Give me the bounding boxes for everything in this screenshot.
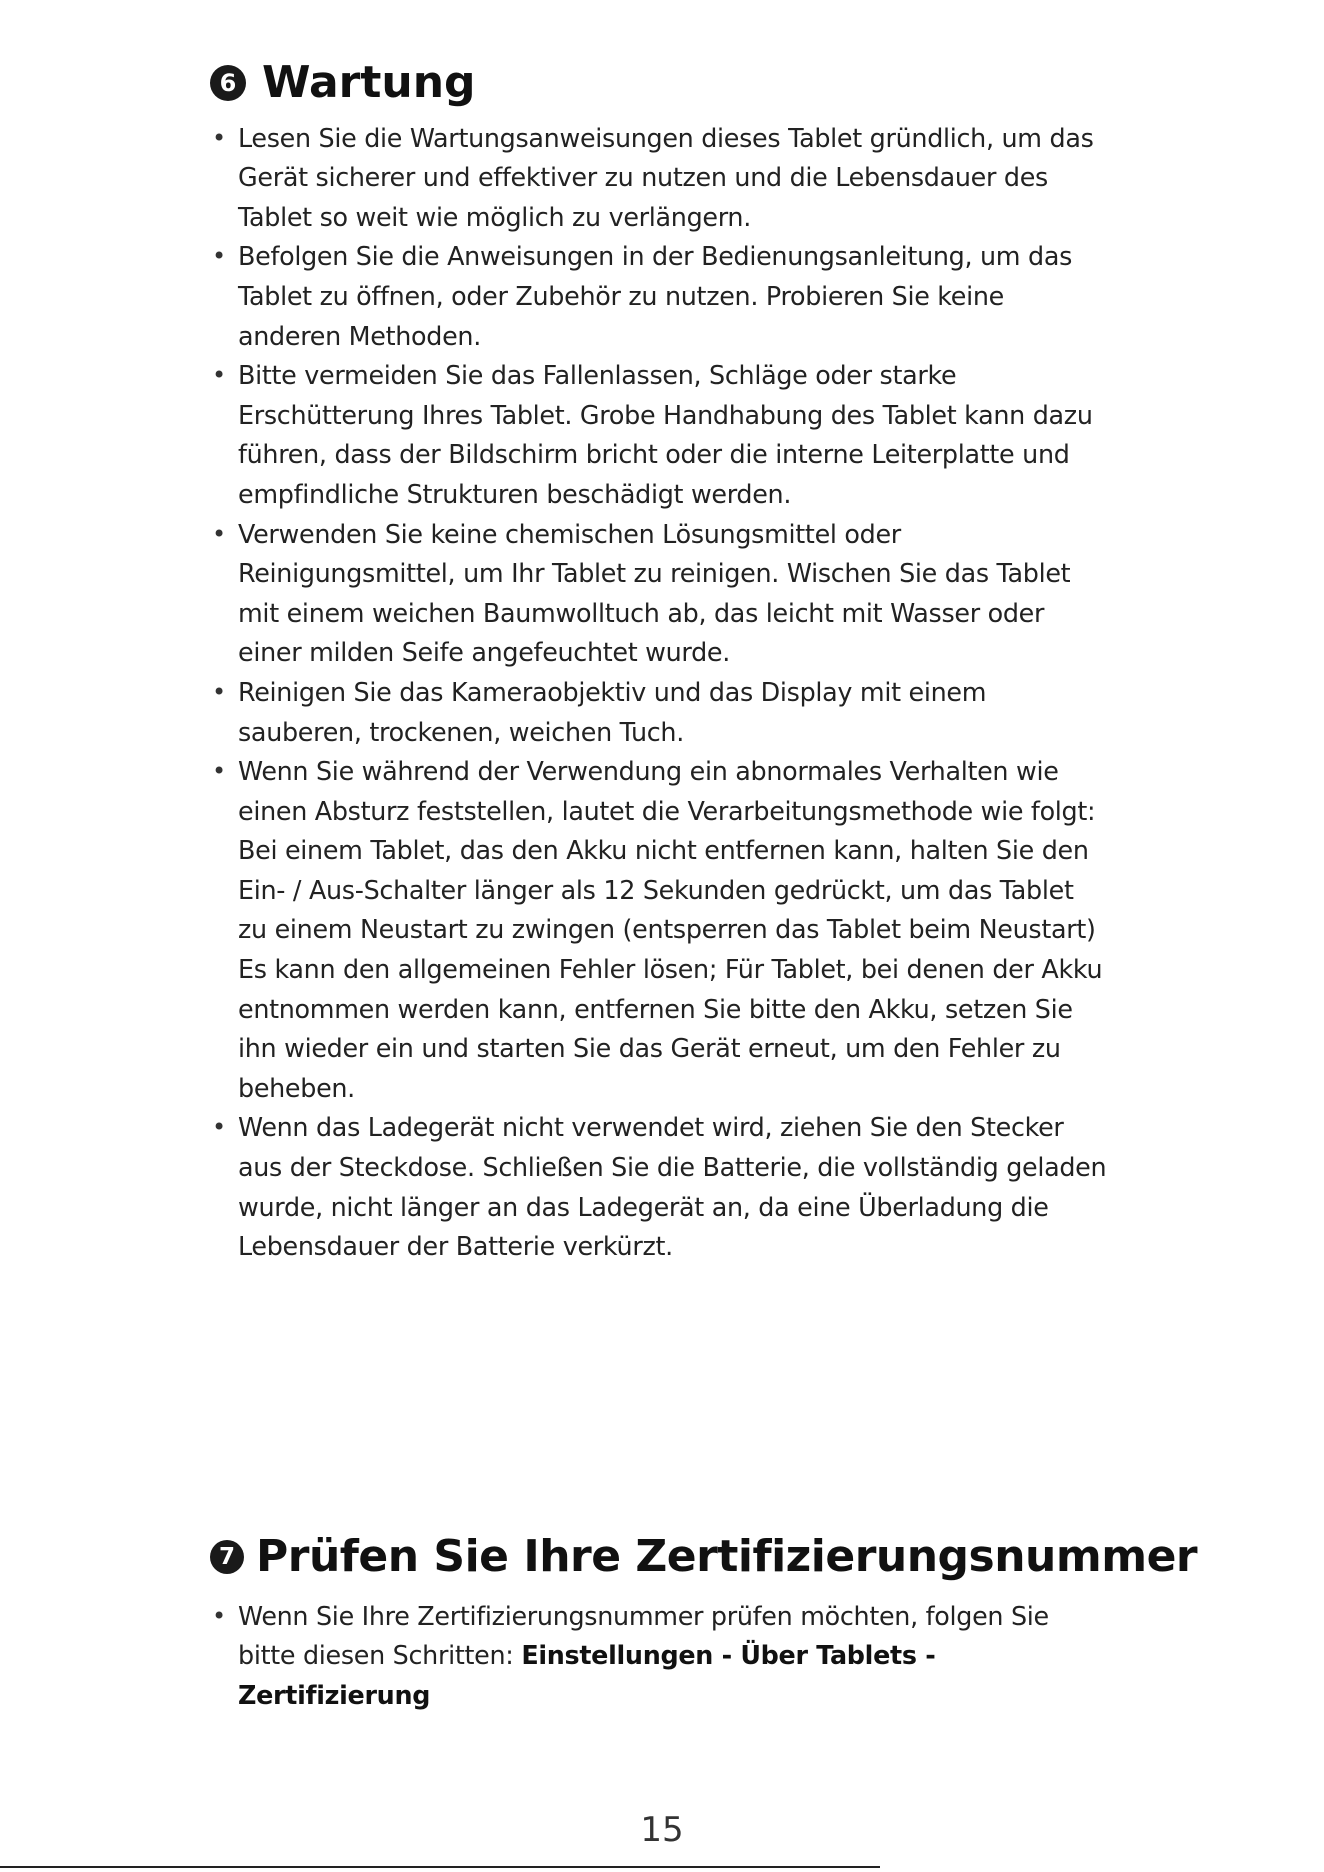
- certification-instruction: Wenn Sie Ihre Zertifizierungsnummer prüfen möchten, folgen Sie bitte diesen Schritten:: [238, 1600, 1049, 1671]
- section-heading: [210, 58, 1110, 109]
- section-number-badge: 7: [210, 1540, 244, 1574]
- section-title: Prüfen Sie Ihre Zertifizierungsnummer: [256, 1531, 1198, 1582]
- certification-list: [210, 1597, 1110, 1716]
- section-wartung: [210, 58, 1110, 1267]
- maintenance-list: [210, 119, 1110, 1267]
- bottom-rule: [0, 1866, 880, 1868]
- section-heading: [210, 1531, 1198, 1583]
- list-item: [210, 1597, 1110, 1716]
- list-item: • Befolgen Sie die Anweisungen in der Bedienungsanleitung, um das Tablet zu öffnen, oder Zubehör zu nutzen. Probieren Sie keine anderen Methoden.: [210, 237, 1110, 356]
- list-item: • Verwenden Sie keine chemischen Lösungsmittel oder Reinigungsmittel, um Ihr Tablet zu reinigen. Wischen Sie das Tablet mit einem weichen Baumwolltuch ab, das leicht mit Wasser oder einer milden Seife angefeuchtet wurde.: [210, 515, 1110, 673]
- section-zertifizierung: [210, 1531, 1198, 1715]
- settings-path: Einstellungen - Über Tablets - Zertifizierung: [238, 1640, 936, 1710]
- list-item: • Wenn Sie während der Verwendung ein abnormales Verhalten wie einen Absturz feststellen, lautet die Verarbeitungsmethode wie folgt: Bei einem Tablet, das den Akku nicht entfernen kann, halten Sie den Ein- / Aus-Schalter länger als 12 Sekunden gedrückt, um das Tablet zu einem Neustart zu zwingen (entsperren das Tablet beim Neustart) Es kann den allgemeinen Fehler lösen; Für Tablet, bei denen der Akku entnommen werden kann, entfernen Sie bitte den Akku, setzen Sie ihn wieder ein und starten Sie das Gerät erneut, um den Fehler zu beheben.: [210, 752, 1110, 1108]
- list-item: • Bitte vermeiden Sie das Fallenlassen, Schläge oder starke Erschütterung Ihres Tablet. Grobe Handhabung des Tablet kann dazu führen, dass der Bildschirm bricht oder die interne Leiterplatte und empfindliche Strukturen beschädigt werden.: [210, 356, 1110, 514]
- list-item: • Wenn das Ladegerät nicht verwendet wird, ziehen Sie den Stecker aus der Steckdose. Schließen Sie die Batterie, die vollständig geladen wurde, nicht länger an das Ladegerät an, da eine Überladung die Lebensdauer der Batterie verkürzt.: [210, 1108, 1110, 1266]
- list-item: • Reinigen Sie das Kameraobjektiv und das Display mit einem sauberen, trockenen, weichen Tuch.: [210, 673, 1110, 752]
- page-number: 15: [640, 1810, 684, 1850]
- list-item: • Lesen Sie die Wartungsanweisungen dieses Tablet gründlich, um das Gerät sicherer und effektiver zu nutzen und die Lebensdauer des Tablet so weit wie möglich zu verlängern.: [210, 119, 1110, 238]
- section-title: Wartung: [262, 57, 476, 108]
- section-number-badge: 6: [210, 65, 246, 101]
